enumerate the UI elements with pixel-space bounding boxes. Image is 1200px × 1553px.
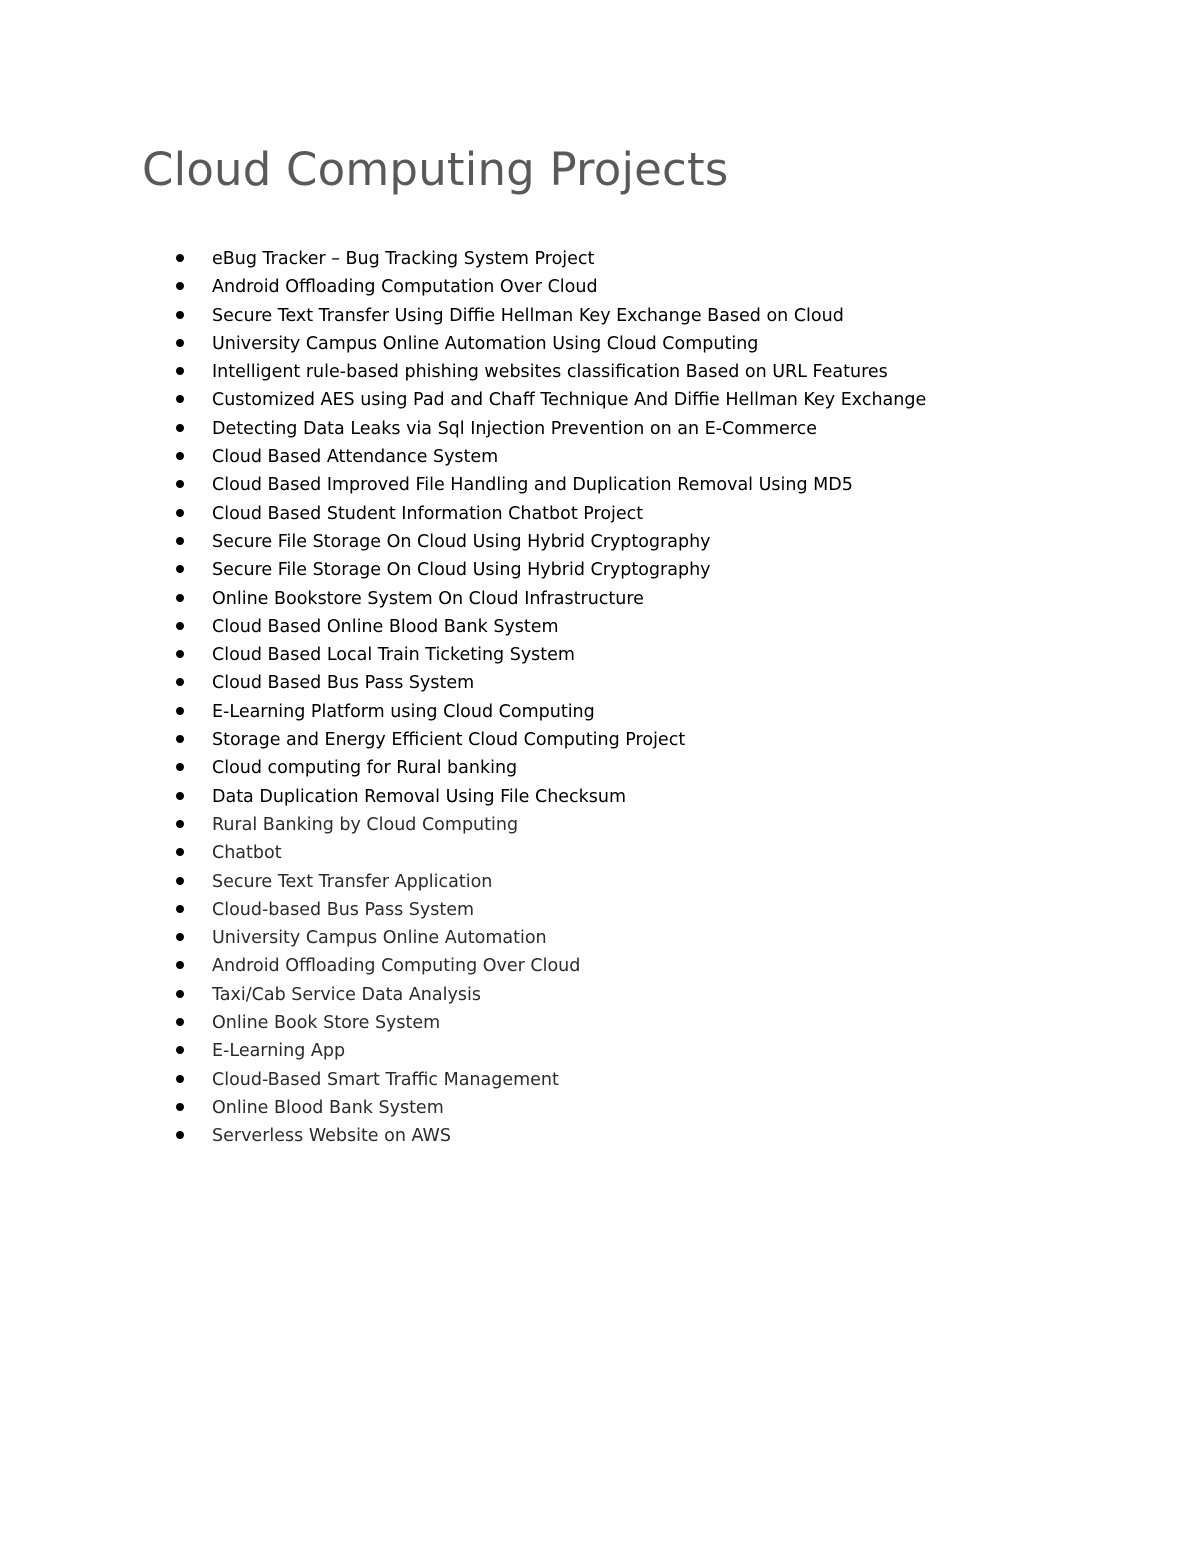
project-name: Secure File Storage On Cloud Using Hybrid Cryptography bbox=[212, 560, 711, 581]
bullet-icon bbox=[176, 367, 184, 375]
bullet-icon bbox=[176, 1131, 184, 1139]
bullet-icon bbox=[176, 678, 184, 686]
project-name: Cloud Based Improved File Handling and Duplication Removal Using MD5 bbox=[212, 475, 853, 496]
project-name: E-Learning App bbox=[212, 1041, 346, 1062]
bullet-icon bbox=[176, 1046, 184, 1054]
bullet-icon bbox=[176, 848, 184, 856]
project-name: Cloud-based Bus Pass System bbox=[212, 899, 475, 920]
bullet-icon bbox=[176, 509, 184, 517]
bullet-icon bbox=[176, 1103, 184, 1111]
bullet-icon bbox=[176, 820, 184, 828]
document-title: Cloud Computing Projects bbox=[142, 143, 729, 196]
bullet-icon bbox=[176, 565, 184, 573]
bullet-icon bbox=[176, 254, 184, 262]
bullet-icon bbox=[176, 311, 184, 319]
bullet-icon bbox=[176, 792, 184, 800]
project-name: Cloud Based Bus Pass System bbox=[212, 673, 475, 694]
project-name: Serverless Website on AWS bbox=[212, 1126, 451, 1147]
project-name: Storage and Energy Efficient Cloud Computing Project bbox=[212, 730, 686, 751]
bullet-icon bbox=[176, 282, 184, 290]
bullet-icon bbox=[176, 961, 184, 969]
bullet-icon bbox=[176, 1075, 184, 1083]
bullet-icon bbox=[176, 594, 184, 602]
project-name: Online Bookstore System On Cloud Infrastructure bbox=[212, 588, 644, 609]
bullet-icon bbox=[176, 707, 184, 715]
project-name: Rural Banking by Cloud Computing bbox=[212, 814, 519, 835]
project-name: Detecting Data Leaks via Sql Injection Prevention on an E-Commerce bbox=[212, 418, 818, 439]
bullet-icon bbox=[176, 480, 184, 488]
project-name: Android Offloading Computing Over Cloud bbox=[212, 956, 581, 977]
project-name: University Campus Online Automation bbox=[212, 928, 547, 949]
bullet-icon bbox=[176, 905, 184, 913]
bullet-icon bbox=[176, 339, 184, 347]
project-name: Secure Text Transfer Application bbox=[212, 871, 493, 892]
project-name: Online Book Store System bbox=[212, 1013, 441, 1034]
project-name: Secure File Storage On Cloud Using Hybrid Cryptography bbox=[212, 531, 711, 552]
bullet-icon bbox=[176, 933, 184, 941]
project-name: Cloud Based Student Information Chatbot Project bbox=[212, 503, 644, 524]
bullet-icon bbox=[176, 735, 184, 743]
project-name: Chatbot bbox=[212, 843, 282, 864]
bullet-icon bbox=[176, 990, 184, 998]
project-name: eBug Tracker – Bug Tracking System Project bbox=[212, 249, 595, 269]
project-name: Online Blood Bank System bbox=[212, 1097, 444, 1118]
bullet-icon bbox=[176, 622, 184, 630]
project-name: Cloud computing for Rural banking bbox=[212, 758, 518, 779]
bullet-icon bbox=[176, 763, 184, 771]
project-name: Taxi/Cab Service Data Analysis bbox=[212, 984, 481, 1005]
project-name: Cloud Based Attendance System bbox=[212, 447, 499, 468]
project-name: Secure Text Transfer Using Diffie Hellman Key Exchange Based on Cloud bbox=[212, 305, 844, 326]
bullet-icon bbox=[176, 650, 184, 658]
bullet-icon bbox=[176, 395, 184, 403]
project-name: University Campus Online Automation Using Cloud Computing bbox=[212, 333, 759, 354]
project-name: Data Duplication Removal Using File Checksum bbox=[212, 786, 627, 807]
bullet-icon bbox=[176, 537, 184, 545]
project-name: Cloud Based Online Blood Bank System bbox=[212, 616, 559, 637]
bullet-icon bbox=[176, 877, 184, 885]
project-name: Cloud-Based Smart Traffic Management bbox=[212, 1069, 559, 1090]
bullet-icon bbox=[176, 424, 184, 432]
project-name: Android Offloading Computation Over Cloud bbox=[212, 277, 598, 298]
project-name: E-Learning Platform using Cloud Computing bbox=[212, 701, 595, 722]
project-name: Customized AES using Pad and Chaff Technique And Diffie Hellman Key Exchange bbox=[212, 390, 927, 411]
project-name: Cloud Based Local Train Ticketing System bbox=[212, 645, 575, 666]
bullet-icon bbox=[176, 452, 184, 460]
project-name: Intelligent rule-based phishing websites classification Based on URL Features bbox=[212, 362, 888, 383]
bullet-icon bbox=[176, 1018, 184, 1026]
